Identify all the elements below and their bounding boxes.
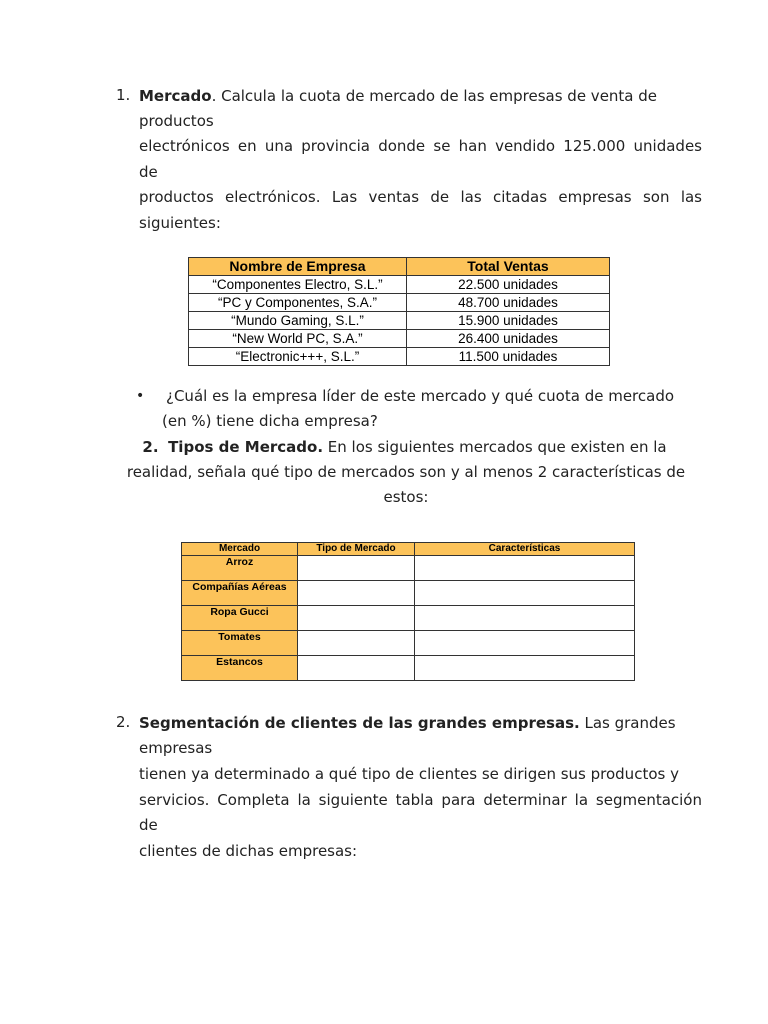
sales-table <box>188 257 610 366</box>
market-label: Arroz <box>182 556 298 581</box>
table-row <box>189 348 610 366</box>
sales-cell: 15.900 unidades <box>407 312 610 330</box>
section2-text1: En los siguientes mercados que existen en la <box>323 438 667 456</box>
section1-line5: productos electrónicos. Las ventas de las citadas empresas son las <box>139 188 702 206</box>
market-header-mercado: Mercado <box>182 543 298 556</box>
market-label: Compañías Aéreas <box>182 581 298 606</box>
company-cell: “PC y Componentes, S.A.” <box>189 294 407 312</box>
section1-line4: de <box>139 163 158 181</box>
market-label: Tomates <box>182 631 298 656</box>
question-line1: ¿Cuál es la empresa líder de este mercado y qué cuota de mercado <box>166 387 675 405</box>
caracteristicas-cell[interactable] <box>415 556 635 581</box>
market-table <box>181 542 635 681</box>
table-row <box>182 606 635 631</box>
section2-line2: realidad, señala qué tipo de mercados son y al menos 2 características de <box>126 463 686 481</box>
section1-number: 1. <box>116 86 131 104</box>
caracteristicas-cell[interactable] <box>415 656 635 681</box>
table-row <box>182 656 635 681</box>
section1-line2: productos <box>139 112 214 130</box>
section3-number: 2. <box>116 713 131 731</box>
market-label: Ropa Gucci <box>182 606 298 631</box>
caracteristicas-cell[interactable] <box>415 606 635 631</box>
caracteristicas-cell[interactable] <box>415 631 635 656</box>
section1-line3: electrónicos en una provincia donde se han vendido 125.000 unidades <box>139 137 702 155</box>
table-row <box>189 276 610 294</box>
sales-cell: 48.700 unidades <box>407 294 610 312</box>
market-header-caracteristicas: Características <box>415 543 635 556</box>
sales-header-total: Total Ventas <box>407 258 610 276</box>
tipo-cell[interactable] <box>298 656 415 681</box>
section3-line3: tienen ya determinado a qué tipo de clientes se dirigen sus productos y <box>139 765 679 783</box>
tipo-cell[interactable] <box>298 606 415 631</box>
sales-cell: 11.500 unidades <box>407 348 610 366</box>
caracteristicas-cell[interactable] <box>415 581 635 606</box>
company-cell: “Electronic+++, S.L.” <box>189 348 407 366</box>
table-row <box>189 294 610 312</box>
market-header-tipo: Tipo de Mercado <box>298 543 415 556</box>
company-cell: “New World PC, S.A.” <box>189 330 407 348</box>
section1-line6: siguientes: <box>139 214 221 232</box>
sales-table-header <box>189 258 610 276</box>
section1-text: . Calcula la cuota de mercado de las empresas de venta de <box>211 87 658 105</box>
table-row <box>189 312 610 330</box>
table-row <box>182 631 635 656</box>
market-label: Estancos <box>182 656 298 681</box>
market-table-header <box>182 543 635 556</box>
table-row <box>182 556 635 581</box>
sales-cell: 26.400 unidades <box>407 330 610 348</box>
sales-cell: 22.500 unidades <box>407 276 610 294</box>
section2-line1 <box>118 437 691 457</box>
table-row <box>182 581 635 606</box>
section2-number: 2. <box>142 438 159 456</box>
section2-line3: estos: <box>383 488 429 506</box>
sales-header-company: Nombre de Empresa <box>189 258 407 276</box>
section2-title: Tipos de Mercado. <box>168 438 324 456</box>
company-cell: “Componentes Electro, S.L.” <box>189 276 407 294</box>
tipo-cell[interactable] <box>298 581 415 606</box>
table-row <box>189 330 610 348</box>
company-cell: “Mundo Gaming, S.L.” <box>189 312 407 330</box>
section3-text: Las grandes <box>579 714 676 732</box>
section3-line4: servicios. Completa la siguiente tabla para determinar la segmentación <box>139 791 702 809</box>
section1-line1 <box>139 86 702 106</box>
question-line2: (en %) tiene dicha empresa? <box>162 412 378 430</box>
section3-title: Segmentación de clientes de las grandes empresas. <box>139 714 580 732</box>
section3-line2: empresas <box>139 739 213 757</box>
tipo-cell[interactable] <box>298 556 415 581</box>
section1-title: Mercado <box>139 87 212 105</box>
section3-line5: de <box>139 816 158 834</box>
section3-line6: clientes de dichas empresas: <box>139 842 358 860</box>
tipo-cell[interactable] <box>298 631 415 656</box>
bullet-icon: • <box>136 388 145 404</box>
section3-line1 <box>139 713 702 733</box>
